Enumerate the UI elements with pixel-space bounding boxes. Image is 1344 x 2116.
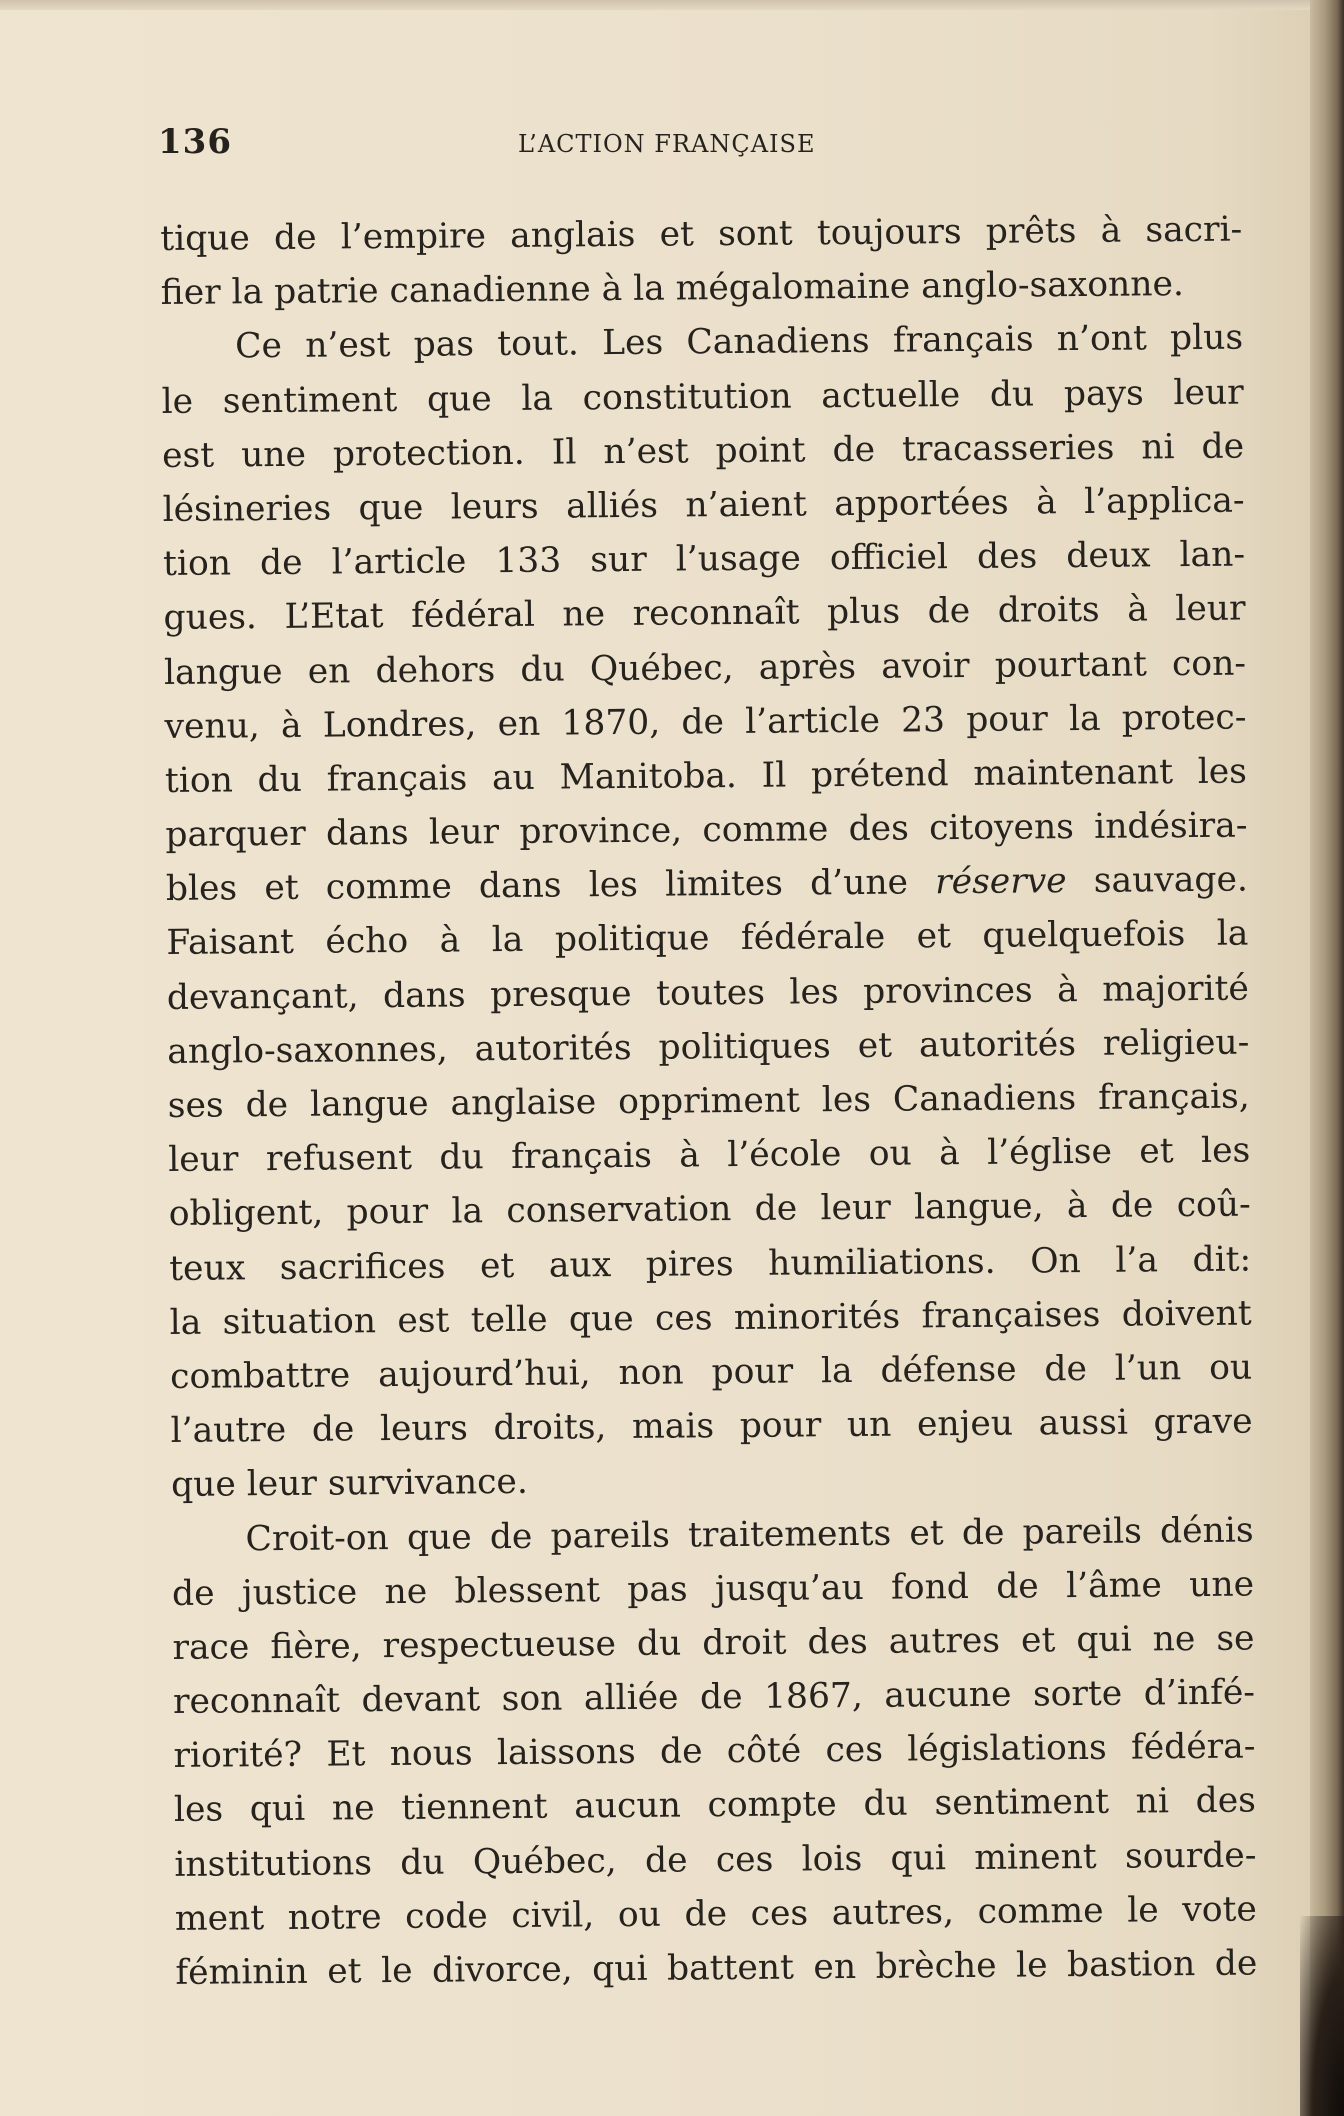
text-line: tion du français au Manitoba. Il prétend maintenant les	[164, 751, 1248, 801]
body-text	[160, 203, 1258, 2001]
text-line: teux sacrifices et aux pires humiliations. On l’a dit:	[169, 1239, 1252, 1289]
text-line: Ce n’est pas tout. Les Canadiens français n’ont plus	[235, 317, 1244, 367]
running-title: L’ACTION FRANÇAISE	[518, 130, 816, 158]
text-line: devançant, dans presque toutes les provinces à majorité	[166, 968, 1249, 1018]
text-line: le sentiment que la constitution actuelle du pays leur	[161, 372, 1244, 422]
text-line: lésineries que leurs alliés n’aient apportées à l’applica-	[162, 480, 1245, 530]
text-line: ment notre code civil, ou de ces autres, comme le vote	[174, 1889, 1258, 1939]
text-line: reconnaît devant son alliée de 1867, aucune sorte d’infé-	[172, 1672, 1256, 1723]
text-line	[166, 853, 1248, 917]
text-line: institutions du Québec, de ces lois qui minent sourde-	[174, 1835, 1257, 1885]
text-line: tique de l’empire anglais et sont toujours prêts à sacri-	[160, 209, 1243, 259]
text-line: la situation est telle que ces minorités françaises doivent	[169, 1293, 1252, 1343]
text-line: leur refusent du français à l’école ou à l’église et les	[168, 1130, 1251, 1181]
italic-word: réserve	[935, 861, 1067, 903]
text-line: parquer dans leur province, comme des citoyens indésira-	[165, 805, 1248, 856]
text-line: riorité? Et nous laissons de côté ces législations fédéra-	[173, 1726, 1256, 1777]
text-line: gues. L’Etat fédéral ne reconnaît plus de droits à leur	[163, 588, 1246, 639]
book-spine-edge	[1310, 0, 1344, 2116]
text-line: combattre aujourd’hui, non pour la défense de l’un ou	[169, 1347, 1253, 1397]
text-line: venu, à Londres, en 1870, de l’article 23 pour la protec-	[164, 697, 1247, 747]
text-line: race fière, respectueuse du droit des autres et qui ne se	[172, 1618, 1255, 1668]
text-line: de justice ne blessent pas jusqu’au fond de l’âme une	[171, 1564, 1255, 1614]
text-line: Faisant écho à la politique fédérale et quelquefois la	[166, 913, 1249, 964]
page-number: 136	[158, 122, 232, 162]
text-line: les qui ne tiennent aucun compte du sentiment ni des	[173, 1780, 1257, 1831]
text-line: langue en dehors du Québec, après avoir pourtant con-	[163, 643, 1247, 693]
text-line: féminin et le divorce, qui battent en brèche le bastion de	[175, 1943, 1258, 1993]
text-line: fier la patrie canadienne à la mégalomaine anglo-saxonne.	[160, 264, 1185, 314]
text-line: est une protection. Il n’est point de tracasseries ni de	[161, 426, 1245, 476]
text-line: Croit-on que de pareils traitements et de pareils dénis	[245, 1510, 1254, 1559]
text-run: sauvage.	[1093, 859, 1249, 902]
text-line: l’autre de leurs droits, mais pour un enjeu aussi grave	[170, 1401, 1253, 1452]
text-line: que leur survivance.	[170, 1462, 529, 1506]
book-spine-shadow	[1300, 1916, 1344, 2116]
text-line: anglo-saxonnes, autorités politiques et autorités religieu-	[167, 1022, 1250, 1072]
page-top-edge	[0, 0, 1310, 10]
text-line: obligent, pour la conservation de leur langue, à de coû-	[168, 1184, 1251, 1235]
text-line: ses de langue anglaise oppriment les Canadiens français,	[167, 1076, 1250, 1126]
running-head	[158, 122, 1158, 162]
text-run: bles et comme dans les limites d’une	[165, 862, 909, 910]
text-line: tion de l’article 133 sur l’usage officiel des deux lan-	[162, 534, 1246, 585]
